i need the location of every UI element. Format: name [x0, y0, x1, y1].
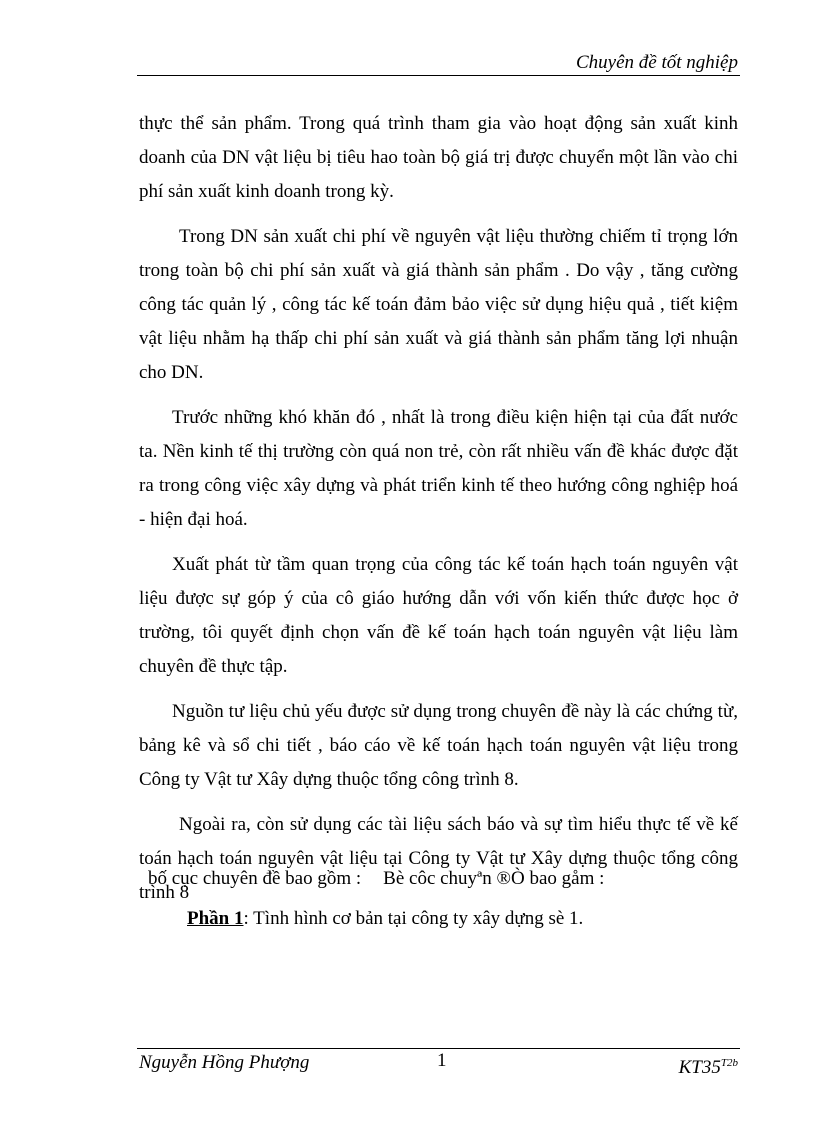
footer-divider — [137, 1048, 740, 1049]
class-code: KT35 — [678, 1057, 721, 1078]
header-title: Chuyên đề tốt nghiệp — [576, 52, 738, 73]
paragraph-2: Trong DN sản xuất chi phí về nguyên vật liệu thường chiếm tỉ trọng lớn trong toàn bộ chi phí sản xuất và giá thành sản phẩm . Do vậy , tăng cường công tác quản lý , công tác kế toán đảm bảo việc sử dụng hiệu quả , tiết kiệm vật liệu nhằm hạ thấp chi phí sản xuất và giá thành sản phẩm tăng lợi nhuận cho DN. — [139, 226, 738, 383]
header-divider — [137, 75, 740, 76]
page-number: 1 — [437, 1050, 447, 1071]
outline-intro-garbled: Bè côc chuyªn ®Ò bao gåm : — [383, 868, 605, 889]
outline-intro: bố cục chuyên đề bao gồm : — [148, 868, 362, 889]
part-1-label: Phần 1 — [187, 908, 244, 929]
footer-author: Nguyễn Hồng Phượng — [139, 1052, 310, 1073]
paragraph-4: Xuất phát từ tầm quan trọng của công tác kế toán hạch toán nguyên vật liệu được sự góp ý của cô giáo hướng dẫn với vốn kiến thức được học ở trường, tôi quyết định chọn vấn đề kế toán hạch toán nguyên vật liệu làm chuyên đề thực tập. — [139, 554, 738, 677]
class-code-superscript: T2b — [720, 1057, 738, 1069]
paragraph-3: Trước những khó khăn đó , nhất là trong điều kiện hiện tại của đất nước ta. Nền kinh tế thị trường còn quá non trẻ, còn rất nhiều vấn đề khác được đặt ra trong công việc xây dựng và phát triển kinh tế theo hướng công nghiệp hoá - hiện đại hoá. — [139, 407, 738, 530]
paragraph-6: Ngoài ra, còn sử dụng các tài liệu sách báo và sự tìm hiểu thực tế về kế toán hạch toán nguyên vật liệu tại Công ty Vật tư Xây dựng thuộc tổng công trình 8 — [139, 814, 738, 903]
part-1-line — [187, 906, 583, 932]
body-text — [139, 107, 738, 921]
paragraph-5: Nguồn tư liệu chủ yếu được sử dụng trong chuyên đề này là các chứng từ, bảng kê và sổ chi tiết , báo cáo về kế toán hạch toán nguyên vật liệu trong Công ty Vật tư Xây dựng thuộc tổng công trình 8. — [139, 701, 738, 790]
part-1-text: : Tình hình cơ bản tại công ty xây dựng sè 1. — [243, 908, 584, 929]
footer-class-code — [679, 1052, 738, 1079]
outline-intro-line — [148, 866, 604, 892]
paragraph-1: thực thể sản phẩm. Trong quá trình tham gia vào hoạt động sản xuất kinh doanh của DN vật liệu bị tiêu hao toàn bộ giá trị được chuyển một lần vào chi phí sản xuất kinh doanh trong kỳ. — [139, 113, 738, 202]
